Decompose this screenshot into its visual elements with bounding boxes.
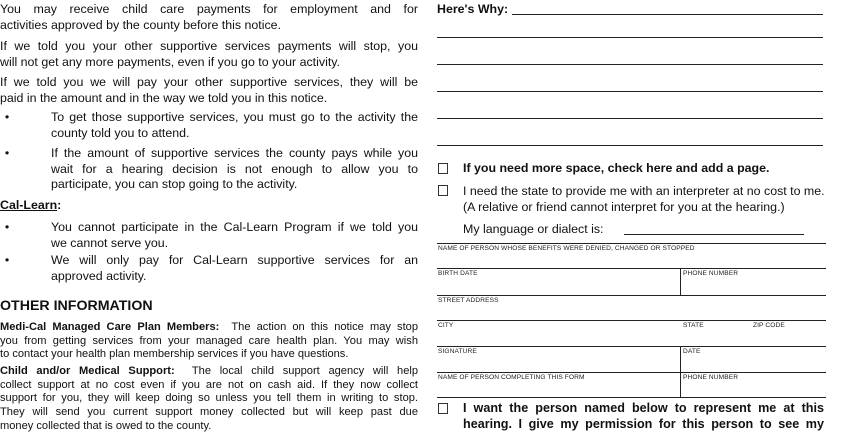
medi-cal-label: Medi-Cal Managed Care Plan Members:: [0, 321, 220, 333]
child-support-line-4: They will send you current support money collected but will keep past due: [0, 406, 418, 419]
child-care-paragraph-end: [0, 18, 418, 34]
stop-payments-paragraph: [0, 39, 418, 55]
field-separator: [680, 372, 681, 397]
medi-cal-line-1: [0, 321, 418, 335]
phone-number-2-label: PHONE NUMBER: [683, 374, 739, 381]
reason-line[interactable]: [437, 37, 823, 38]
reason-line[interactable]: [437, 64, 823, 65]
language-input-line[interactable]: [624, 234, 804, 235]
bullet-line: we cannot serve you.: [51, 235, 169, 250]
zip-code-label: ZIP CODE: [753, 322, 785, 329]
reason-line[interactable]: [437, 145, 823, 146]
field-rule: [437, 372, 826, 373]
heres-why-label: Here's Why:: [437, 2, 509, 16]
medi-cal-line-3: to contact your health plan membership services if you have questions.: [0, 348, 349, 361]
interpreter-checkbox[interactable]: [438, 185, 448, 196]
child-support-line-5: money collected that is owed to the county.: [0, 419, 212, 432]
pay-services-line-1: If we told you we will pay your other supportive services, they will be: [0, 75, 418, 89]
field-rule: [437, 346, 826, 347]
bullet-icon: •: [4, 253, 10, 267]
state-label: STATE: [683, 322, 704, 329]
representative-line-2: hearing. I give my permission for this person to see my: [463, 416, 824, 431]
name-completing-label: NAME OF PERSON COMPLETING THIS FORM: [438, 374, 585, 381]
heres-why-line[interactable]: [512, 14, 823, 15]
field-rule: [437, 243, 826, 244]
signature-label: SIGNATURE: [438, 348, 477, 355]
representative-checkbox[interactable]: [438, 403, 448, 414]
more-space-label: If you need more space, check here and add a page.: [463, 161, 770, 175]
bullet-line: wait for a hearing decision is not enough to allow you to: [51, 161, 418, 176]
field-rule: [437, 268, 826, 269]
child-support-text: The local child support agency will help: [191, 365, 419, 377]
child-care-paragraph: [0, 2, 418, 18]
bullet-line: approved activity.: [51, 268, 147, 283]
reason-line[interactable]: [437, 91, 823, 92]
cal-learn-heading: [0, 198, 61, 214]
city-label: CITY: [438, 322, 454, 329]
pay-services-paragraph: [0, 75, 418, 91]
bullet-icon: •: [4, 220, 10, 234]
field-rule: [437, 320, 826, 321]
bullet-line: county told you to attend.: [51, 125, 190, 140]
reason-line[interactable]: [437, 118, 823, 119]
name-denied-label: NAME OF PERSON WHOSE BENEFITS WERE DENIED, CHANGED OR STOPPED: [438, 245, 695, 252]
language-label: My language or dialect is:: [463, 222, 604, 236]
pay-services-paragraph-end: [0, 91, 418, 107]
child-support-label: Child and/or Medical Support:: [0, 365, 175, 377]
field-rule: [437, 295, 826, 296]
field-separator: [680, 346, 681, 372]
pay-services-line-2: paid in the amount and in the way we told you in this notice.: [0, 90, 328, 105]
field-separator: [680, 268, 681, 295]
bullet-icon: •: [4, 110, 10, 124]
bullet-line: If the amount of supportive services the county pays while you: [51, 146, 418, 160]
child-care-line-1: You may receive child care payments for employment and for: [0, 2, 418, 16]
medi-cal-line-2: you from getting services from your managed care health plan. You may wish: [0, 334, 418, 347]
phone-number-label: PHONE NUMBER: [683, 270, 739, 277]
stop-payments-paragraph-end: [0, 55, 418, 71]
field-rule: [437, 397, 826, 398]
bullet-line: To get those supportive services, you must go to the activity the: [51, 110, 418, 124]
cal-learn-colon: :: [57, 198, 62, 212]
street-address-label: STREET ADDRESS: [438, 297, 499, 304]
bullet-line: We will only pay for Cal-Learn supportive services for an: [51, 253, 418, 267]
child-care-line-2: activities approved by the county before this notice.: [0, 17, 282, 32]
stop-payments-line-1: If we told you your other supportive services payments will stop, you: [0, 39, 418, 53]
representative-line-1: I want the person named below to represent me at this: [463, 401, 824, 415]
more-space-checkbox[interactable]: [438, 163, 448, 174]
child-support-line-2: collect support at no cost even if you are not on cash aid. If they now collect: [0, 378, 418, 391]
stop-payments-line-2: will not get any more payments, even if you go to your activity.: [0, 54, 340, 69]
bullet-line: participate, you can stop going to the activity.: [51, 177, 298, 191]
cal-learn-title: Cal-Learn: [0, 198, 58, 212]
interpreter-line-2: (A relative or friend cannot interpret for you at the hearing.): [463, 199, 785, 214]
interpreter-line-1: I need the state to provide me with an interpreter at no cost to me.: [463, 184, 825, 198]
date-label: DATE: [683, 348, 701, 355]
other-information-heading: OTHER INFORMATION: [0, 298, 153, 314]
child-support-line-3: support for you, they will keep doing so unless you tell them in writing to stop.: [0, 392, 418, 405]
bullet-line: You cannot participate in the Cal-Learn Program if we told you: [51, 220, 418, 234]
child-support-line-1: [0, 365, 418, 379]
birth-date-label: BIRTH DATE: [438, 270, 478, 277]
bullet-icon: •: [4, 146, 10, 160]
medi-cal-text: The action on this notice may stop: [231, 321, 419, 333]
